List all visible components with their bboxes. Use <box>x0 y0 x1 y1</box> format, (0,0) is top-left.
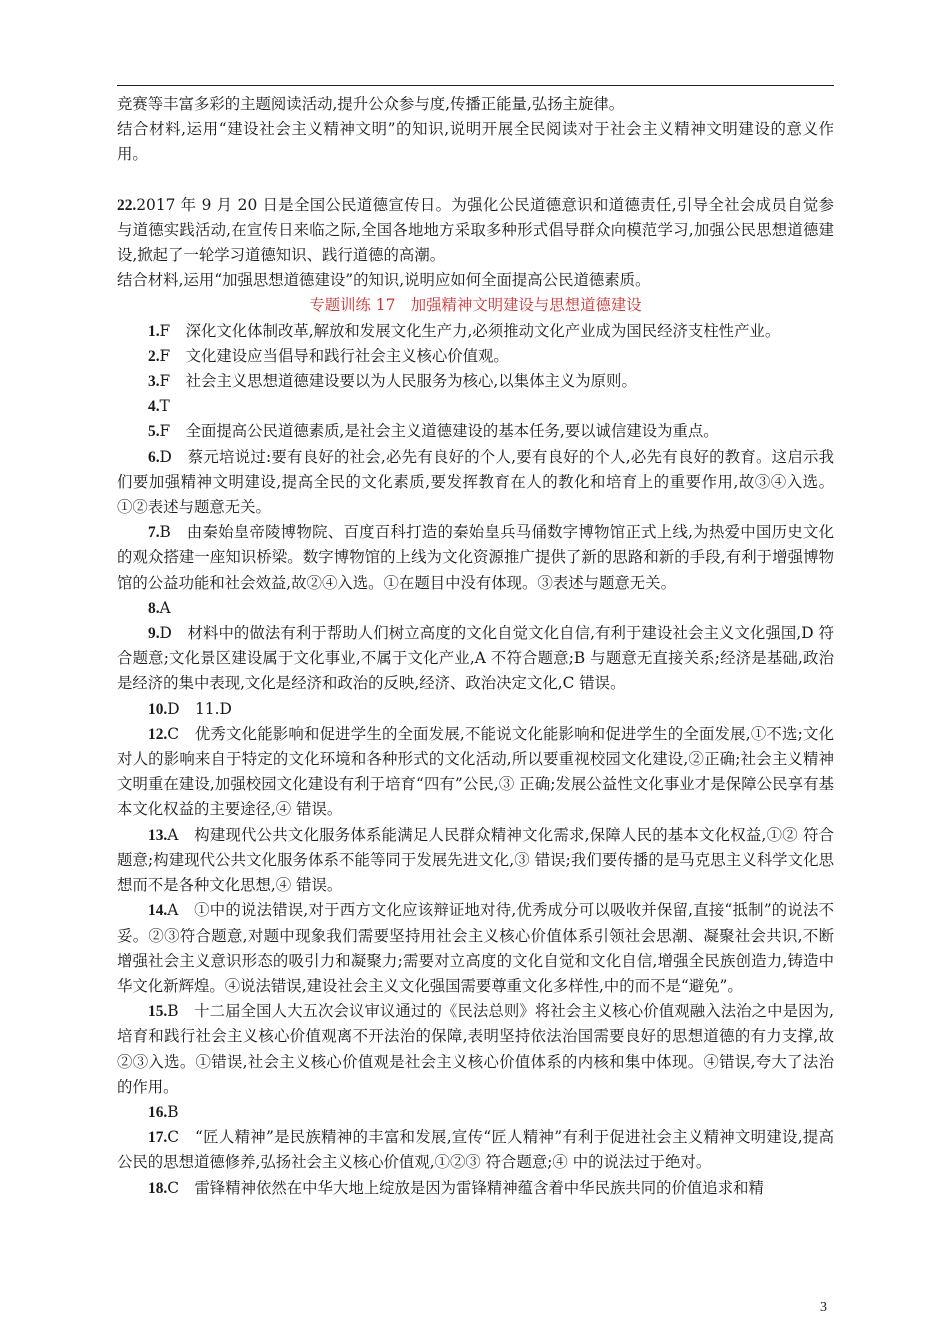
answer-number: 5. <box>148 423 160 441</box>
q21-tail-line: 竞赛等丰富多彩的主题阅读活动,提升公众参与度,传播正能量,弘扬主旋律。 <box>117 95 625 113</box>
answer-item <box>117 319 834 344</box>
answer-item <box>117 1100 834 1125</box>
answer-text: F 社会主义思想道德建设要以为人民服务为核心,以集体主义为原则。 <box>159 372 637 391</box>
answer-number: 9. <box>148 625 160 643</box>
answer-text: A <box>159 598 171 617</box>
answer-text: B <box>167 1102 179 1121</box>
answer-item <box>117 419 834 444</box>
answer-item <box>117 697 834 722</box>
answer-number: 14. <box>148 902 168 920</box>
answers-section-title: 专题训练 17 加强精神文明建设与思想道德建设 <box>309 296 642 315</box>
answer-item <box>117 596 834 621</box>
question-text: 2017 年 9 月 20 日是全国公民道德宣传日。为强化公民道德意识和道德责任,引导全社会成员自觉参与道德实践活动,在宣传日来临之际,全国各地地方采取多种形式倡导群众向模范学习,加强公民思想道德建设,掀起了一轮学习道德知识、践行道德的高潮。 <box>117 195 834 265</box>
answer-number: 13. <box>148 826 168 844</box>
answer-text: C 雷锋精神依然在中华大地上绽放是因为雷锋精神蕴含着中华民族共同的价值追求和精 <box>167 1178 764 1197</box>
answer-number: 12. <box>148 725 168 743</box>
header-rule <box>117 85 834 86</box>
answer-item <box>117 520 834 596</box>
answer-text: B 由秦始皇帝陵博物院、百度百科打造的秦始皇兵马俑数字博物馆正式上线,为热爱中国历史文化的观众搭建一座知识桥梁。数字博物馆的上线为文化资源推广提供了新的思路和新的手段,有利于增强博物馆的公益功能和社会效益,故②④入选。①在题目中没有体现。③表述与题意无关。 <box>117 523 834 592</box>
answer-text: C 优秀文化能影响和促进学生的全面发展,不能说文化能影响和促进学生的全面发展,①不选;文化对人的影响来自于特定的文化环境和各种形式的文化活动,所以要重视校园文化建设,②正确;社会主义精神文明重在建设,加强校园文化建设有利于培育“四有”公民,③ 正确;发展公益性文化事业才是保障公民享有基本文化权益的主要途径,④ 错误。 <box>117 724 834 819</box>
question-22 <box>117 193 834 269</box>
q21-task: 结合材料,运用“建设社会主义精神文明”的知识,说明开展全民阅读对于社会主义精神文明建设的意义作用。 <box>117 120 834 164</box>
answer-item <box>117 445 834 521</box>
answer-text: F 深化文化体制改革,解放和发展文化生产力,必须推动文化产业成为国民经济支柱性产业。 <box>159 321 781 340</box>
answer-text: D 11.D <box>167 699 232 718</box>
answer-number: 6. <box>148 448 160 466</box>
answer-item <box>117 898 834 999</box>
answer-number: 8. <box>148 599 160 617</box>
spacer <box>117 168 834 193</box>
answer-item <box>117 722 834 823</box>
answer-item <box>117 344 834 369</box>
page-number: 3 <box>820 1300 827 1315</box>
answer-text: F 全面提高公民道德素质,是社会主义道德建设的基本任务,要以诚信建设为重点。 <box>159 422 719 441</box>
question-number: 22. <box>117 196 137 214</box>
answer-number: 2. <box>148 347 160 365</box>
answer-number: 16. <box>148 1103 168 1121</box>
answer-text: C “匠人精神”是民族精神的丰富和发展,宣传“匠人精神”有利于促进社会主义精神文明建设,提高公民的思想道德修养,弘扬社会主义核心价值观,①②③ 符合题意;④ 中的说法过于绝对。 <box>117 1128 834 1172</box>
answer-item <box>117 1176 834 1201</box>
answer-item <box>117 1125 834 1175</box>
answer-item <box>117 394 834 419</box>
answer-text: T <box>159 397 170 416</box>
answer-number: 4. <box>148 398 160 416</box>
answer-text: D 材料中的做法有利于帮助人们树立高度的文化自觉文化自信,有利于建设社会主义文化强国,D 符合题意;文化景区建设属于文化事业,不属于文化产业,A 不符合题意;B 与题意无直接关系;经济是基础,政治是经济的集中表现,文化是经济和政治的反映,经济、政治决定文化,C 错误。 <box>117 624 834 693</box>
answer-item <box>117 823 834 899</box>
answer-number: 10. <box>148 700 168 718</box>
answer-item <box>117 621 834 697</box>
q22-task: 结合材料,运用“加强思想道德建设”的知识,说明应如何全面提高公民道德素质。 <box>117 271 651 290</box>
answer-number: 15. <box>148 1003 168 1021</box>
answer-item <box>117 369 834 394</box>
answer-number: 3. <box>148 373 160 391</box>
answer-number: 7. <box>148 524 160 542</box>
answer-text: B 十二届全国人大五次会议审议通过的《民法总则》将社会主义核心价值观融入法治之中是因为,培育和践行社会主义核心价值观离不开法治的保障,表明坚持依法治国需要良好的思想道德的有力支撑,故②③入选。①错误,社会主义核心价值观是社会主义核心价值体系的内核和集中体现。④错误,夸大了法治的作用。 <box>117 1002 834 1096</box>
answer-number: 17. <box>148 1129 168 1147</box>
answer-number: 1. <box>148 322 160 340</box>
answer-number: 18. <box>148 1179 168 1197</box>
answer-text: A ①中的说法错误,对于西方文化应该辩证地对待,优秀成分可以吸收并保留,直接“抵制”的说法不妥。②③符合题意,对题中现象我们需要坚持用社会主义核心价值体系引领社会思潮、凝聚社会共识,不断增强社会主义意识形态的吸引力和凝聚力;需要对立高度的文化自觉和文化自信,增强全民族创造力,铸造中华文化新辉煌。④说法错误,建设社会主义文化强国需要尊重文化多样性,中的而不是“避免”。 <box>117 901 834 995</box>
answer-text: A 构建现代公共文化服务体系能满足人民群众精神文化需求,保障人民的基本文化权益,①② 符合题意;构建现代公共文化服务体系不能等同于发展先进文化,③ 错误;我们要传播的是马克思主义科学文化思想而不是各种文化思想,④ 错误。 <box>117 825 834 895</box>
answer-item <box>117 999 834 1100</box>
answer-text: F 文化建设应当倡导和践行社会主义核心价值观。 <box>159 346 509 365</box>
answer-text: D 蔡元培说过:要有良好的社会,必先有良好的个人,要有良好的个人,必先有良好的教育。这启示我们要加强精神文明建设,提高全民的文化素质,要发挥教育在人的教化和培育上的重要作用,故③④入选。①②表述与题意无关。 <box>117 447 834 517</box>
page-content <box>117 92 834 1201</box>
